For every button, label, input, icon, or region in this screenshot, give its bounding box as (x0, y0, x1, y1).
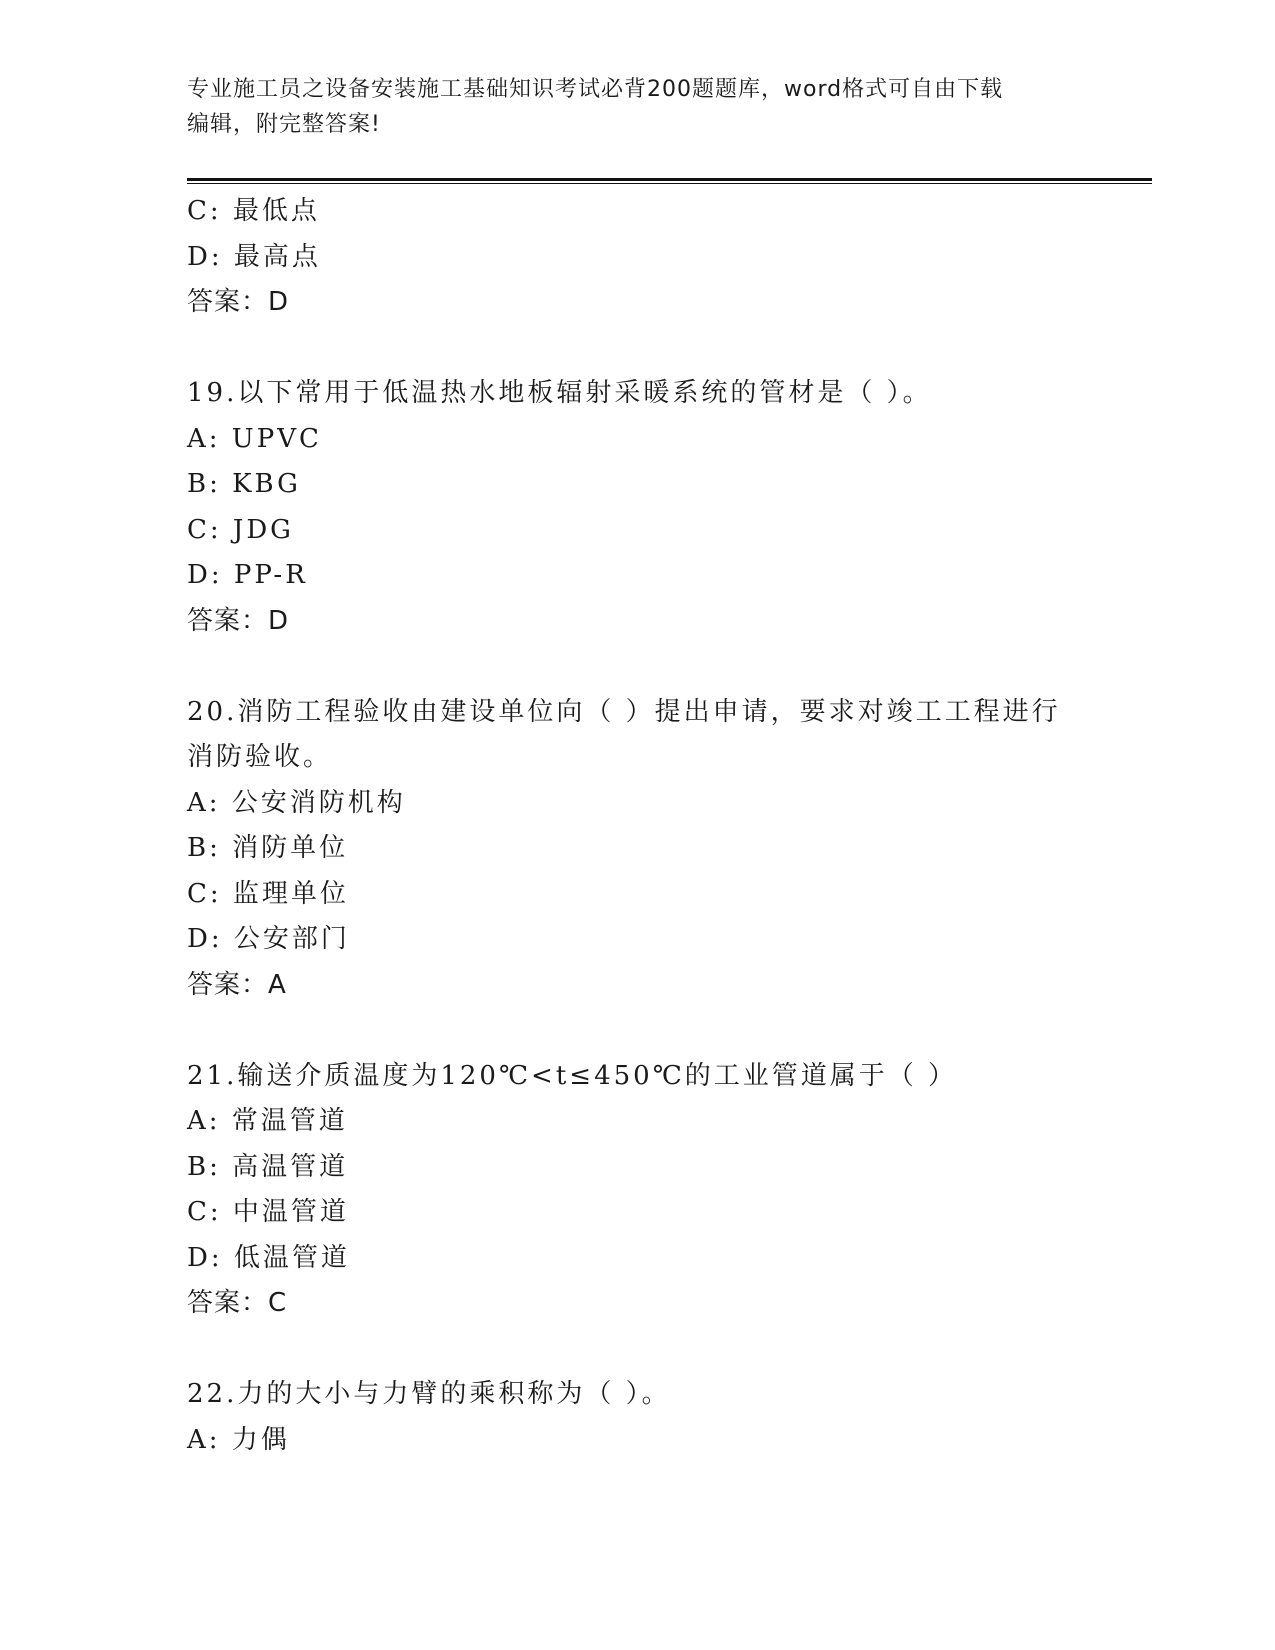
question-18 (187, 189, 1087, 326)
q21-option-c: C: 中温管道 (187, 1197, 349, 1227)
header-divider-thick (187, 178, 1152, 181)
header-line-1: 专业施工员之设备安装施工基础知识考试必背200题题库，word格式可自由下载 (187, 77, 1004, 102)
q20-question-text-line-1: 20.消防工程验收由建设单位向（ ）提出申请，要求对竣工工程进行 (187, 696, 1061, 727)
q19-option-b: B: KBG (187, 469, 301, 499)
q20-question-text-line-2: 消防验收。 (187, 742, 333, 772)
q21-answer: 答案：C (187, 1288, 288, 1318)
q20-option-b: B: 消防单位 (187, 833, 349, 863)
q18-option-d: D: 最高点 (187, 241, 321, 272)
document-header (187, 72, 1067, 142)
question-list (187, 189, 1087, 1463)
q19-option-c: C: JDG (187, 514, 294, 545)
question-22 (187, 1372, 1087, 1463)
spacer (187, 326, 1087, 372)
q21-question-text: 21.输送介质温度为120℃<t≤450℃的工业管道属于（ ） (187, 1060, 958, 1091)
q20-option-c: C: 监理单位 (187, 878, 349, 909)
q20-answer: 答案：A (187, 969, 287, 1000)
q20-option-a: A: 公安消防机构 (187, 787, 406, 818)
spacer (187, 644, 1087, 690)
q21-option-d: D: 低温管道 (187, 1242, 350, 1273)
q20-option-d: D: 公安部门 (187, 924, 350, 954)
q19-option-a: A: UPVC (187, 423, 322, 454)
question-20 (187, 690, 1087, 1009)
header-divider-thin (187, 183, 1152, 184)
q21-option-b: B: 高温管道 (187, 1151, 349, 1182)
q18-option-c: C: 最低点 (187, 196, 320, 226)
q21-option-a: A: 常温管道 (187, 1106, 348, 1136)
question-19 (187, 371, 1087, 644)
header-line-2: 编辑，附完整答案! (187, 112, 381, 137)
q22-option-a: A: 力偶 (187, 1424, 290, 1455)
question-21 (187, 1054, 1087, 1327)
q19-option-d: D: PP-R (187, 560, 308, 590)
q19-answer: 答案：D (187, 605, 290, 636)
spacer (187, 1327, 1087, 1373)
q19-question-text: 19.以下常用于低温热水地板辐射采暖系统的管材是（ ）。 (187, 378, 932, 408)
spacer (187, 1008, 1087, 1054)
q18-answer: 答案：D (187, 287, 290, 317)
q22-question-text: 22.力的大小与力臂的乘积称为（ ）。 (187, 1379, 671, 1409)
